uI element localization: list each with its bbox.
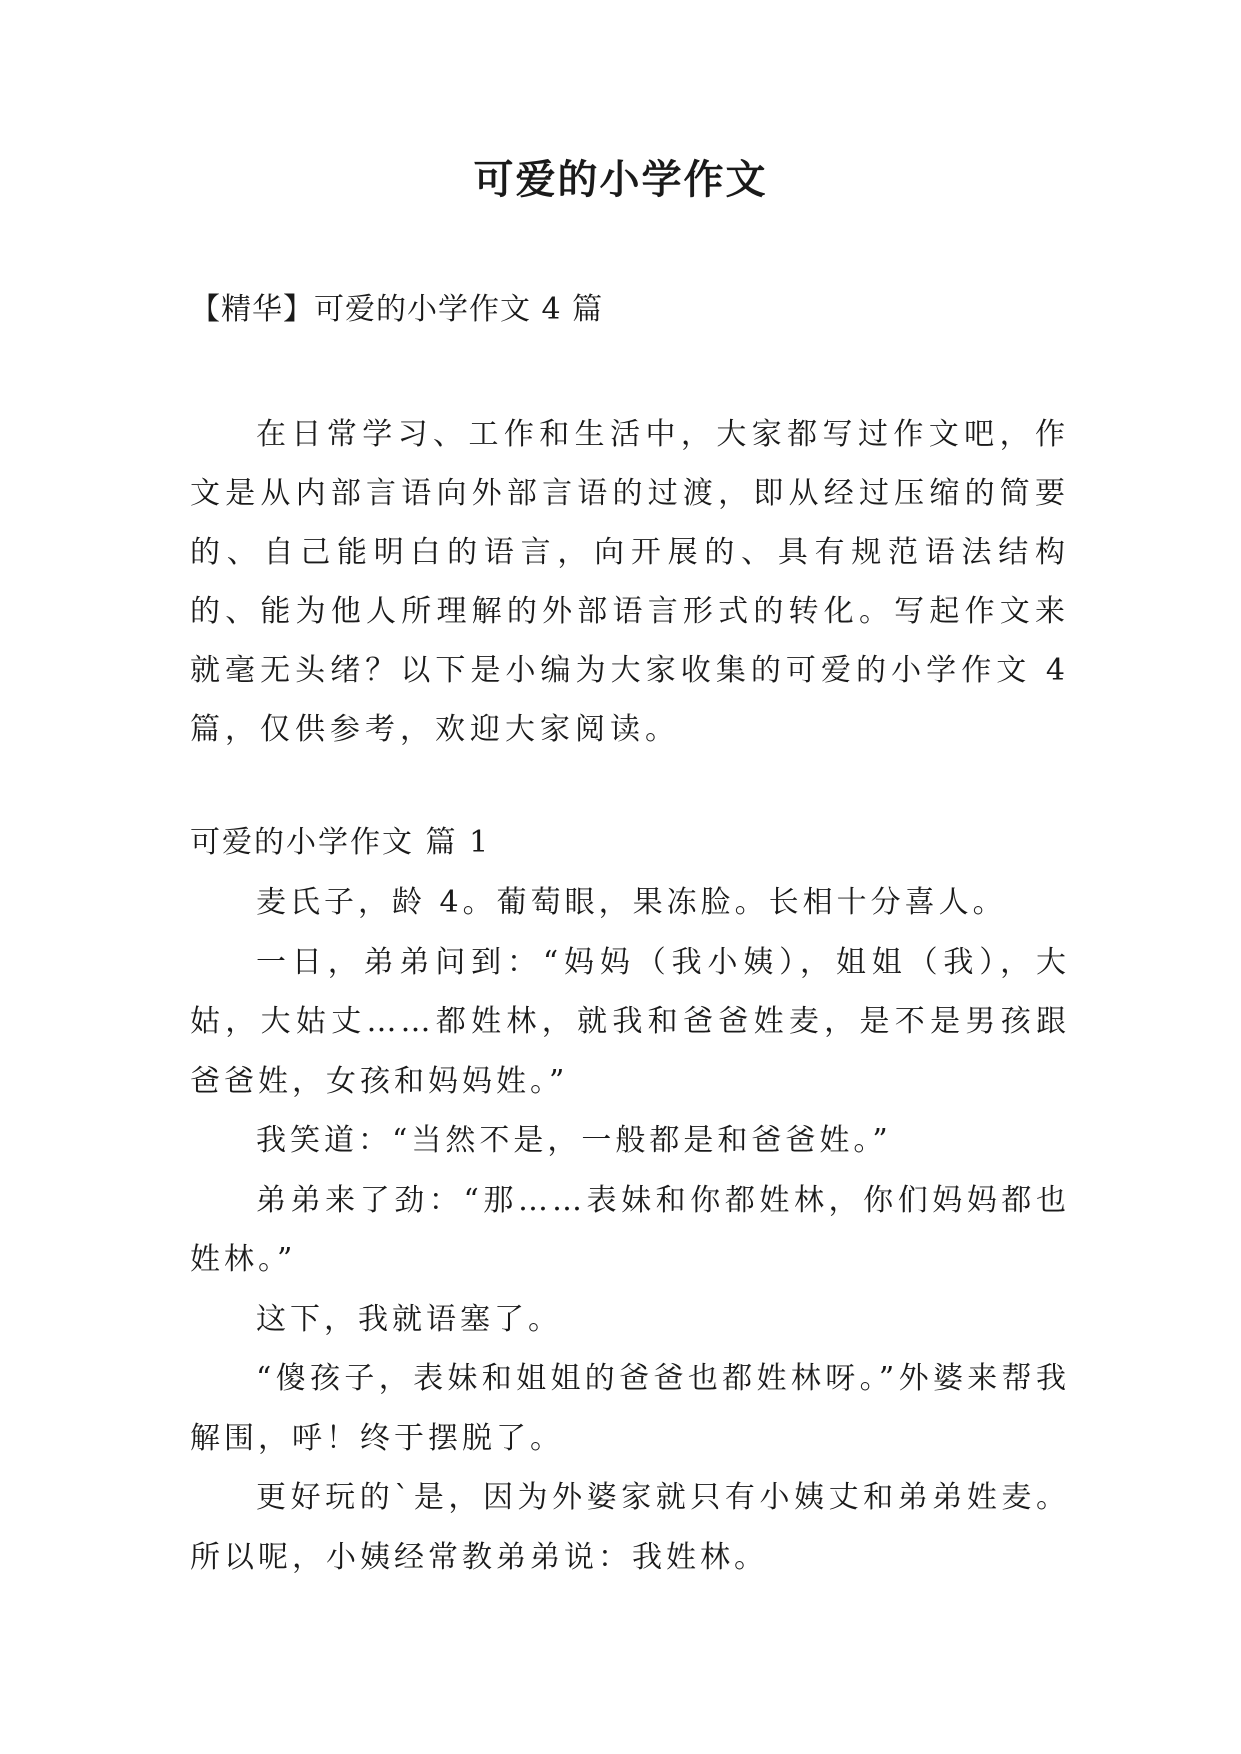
essay-section-1 — [190, 813, 1070, 1587]
section-heading: 可爱的小学作文 篇 1 — [190, 825, 491, 860]
body-paragraph: 弟弟来了劲：“那……表妹和你都姓林，你们妈妈都也姓林。” — [190, 1182, 1070, 1277]
body-paragraph: 一日，弟弟问到：“妈妈（我小姨），姐姐（我），大姑，大姑丈……都姓林，就我和爸爸姓麦，是不是男孩跟爸爸姓，女孩和妈妈姓。” — [190, 944, 1070, 1099]
body-paragraph: 这下，我就语塞了。 — [256, 1301, 562, 1337]
document-subtitle: 【精华】可爱的小学作文 4 篇 — [190, 292, 604, 327]
intro-paragraph: 在日常学习、工作和生活中，大家都写过作文吧，作文是从内部言语向外部言语的过渡，即从经过压缩的简要的、自己能明白的语言，向开展的、具有规范语法结构的、能为他人所理解的外部语言形式的转化。写起作文来就毫无头绪？以下是小编为大家收集的可爱的小学作文 4 篇，仅供参考，欢迎大家阅读。 — [190, 417, 1070, 747]
body-paragraph: “傻孩子，表妹和姐姐的爸爸也都姓林呀。”外婆来帮我解围，呼！终于摆脱了。 — [190, 1361, 1070, 1456]
body-paragraph: 更好玩的`是，因为外婆家就只有小姨丈和弟弟姓麦。所以呢，小姨经常教弟弟说：我姓林。 — [190, 1480, 1070, 1575]
document-title: 可爱的小学作文 — [473, 156, 768, 203]
body-paragraph: 我笑道：“当然不是，一般都是和爸爸姓。” — [256, 1123, 892, 1158]
body-paragraph: 麦氏子，龄 4。葡萄眼，果冻脸。长相十分喜人。 — [256, 885, 1007, 920]
